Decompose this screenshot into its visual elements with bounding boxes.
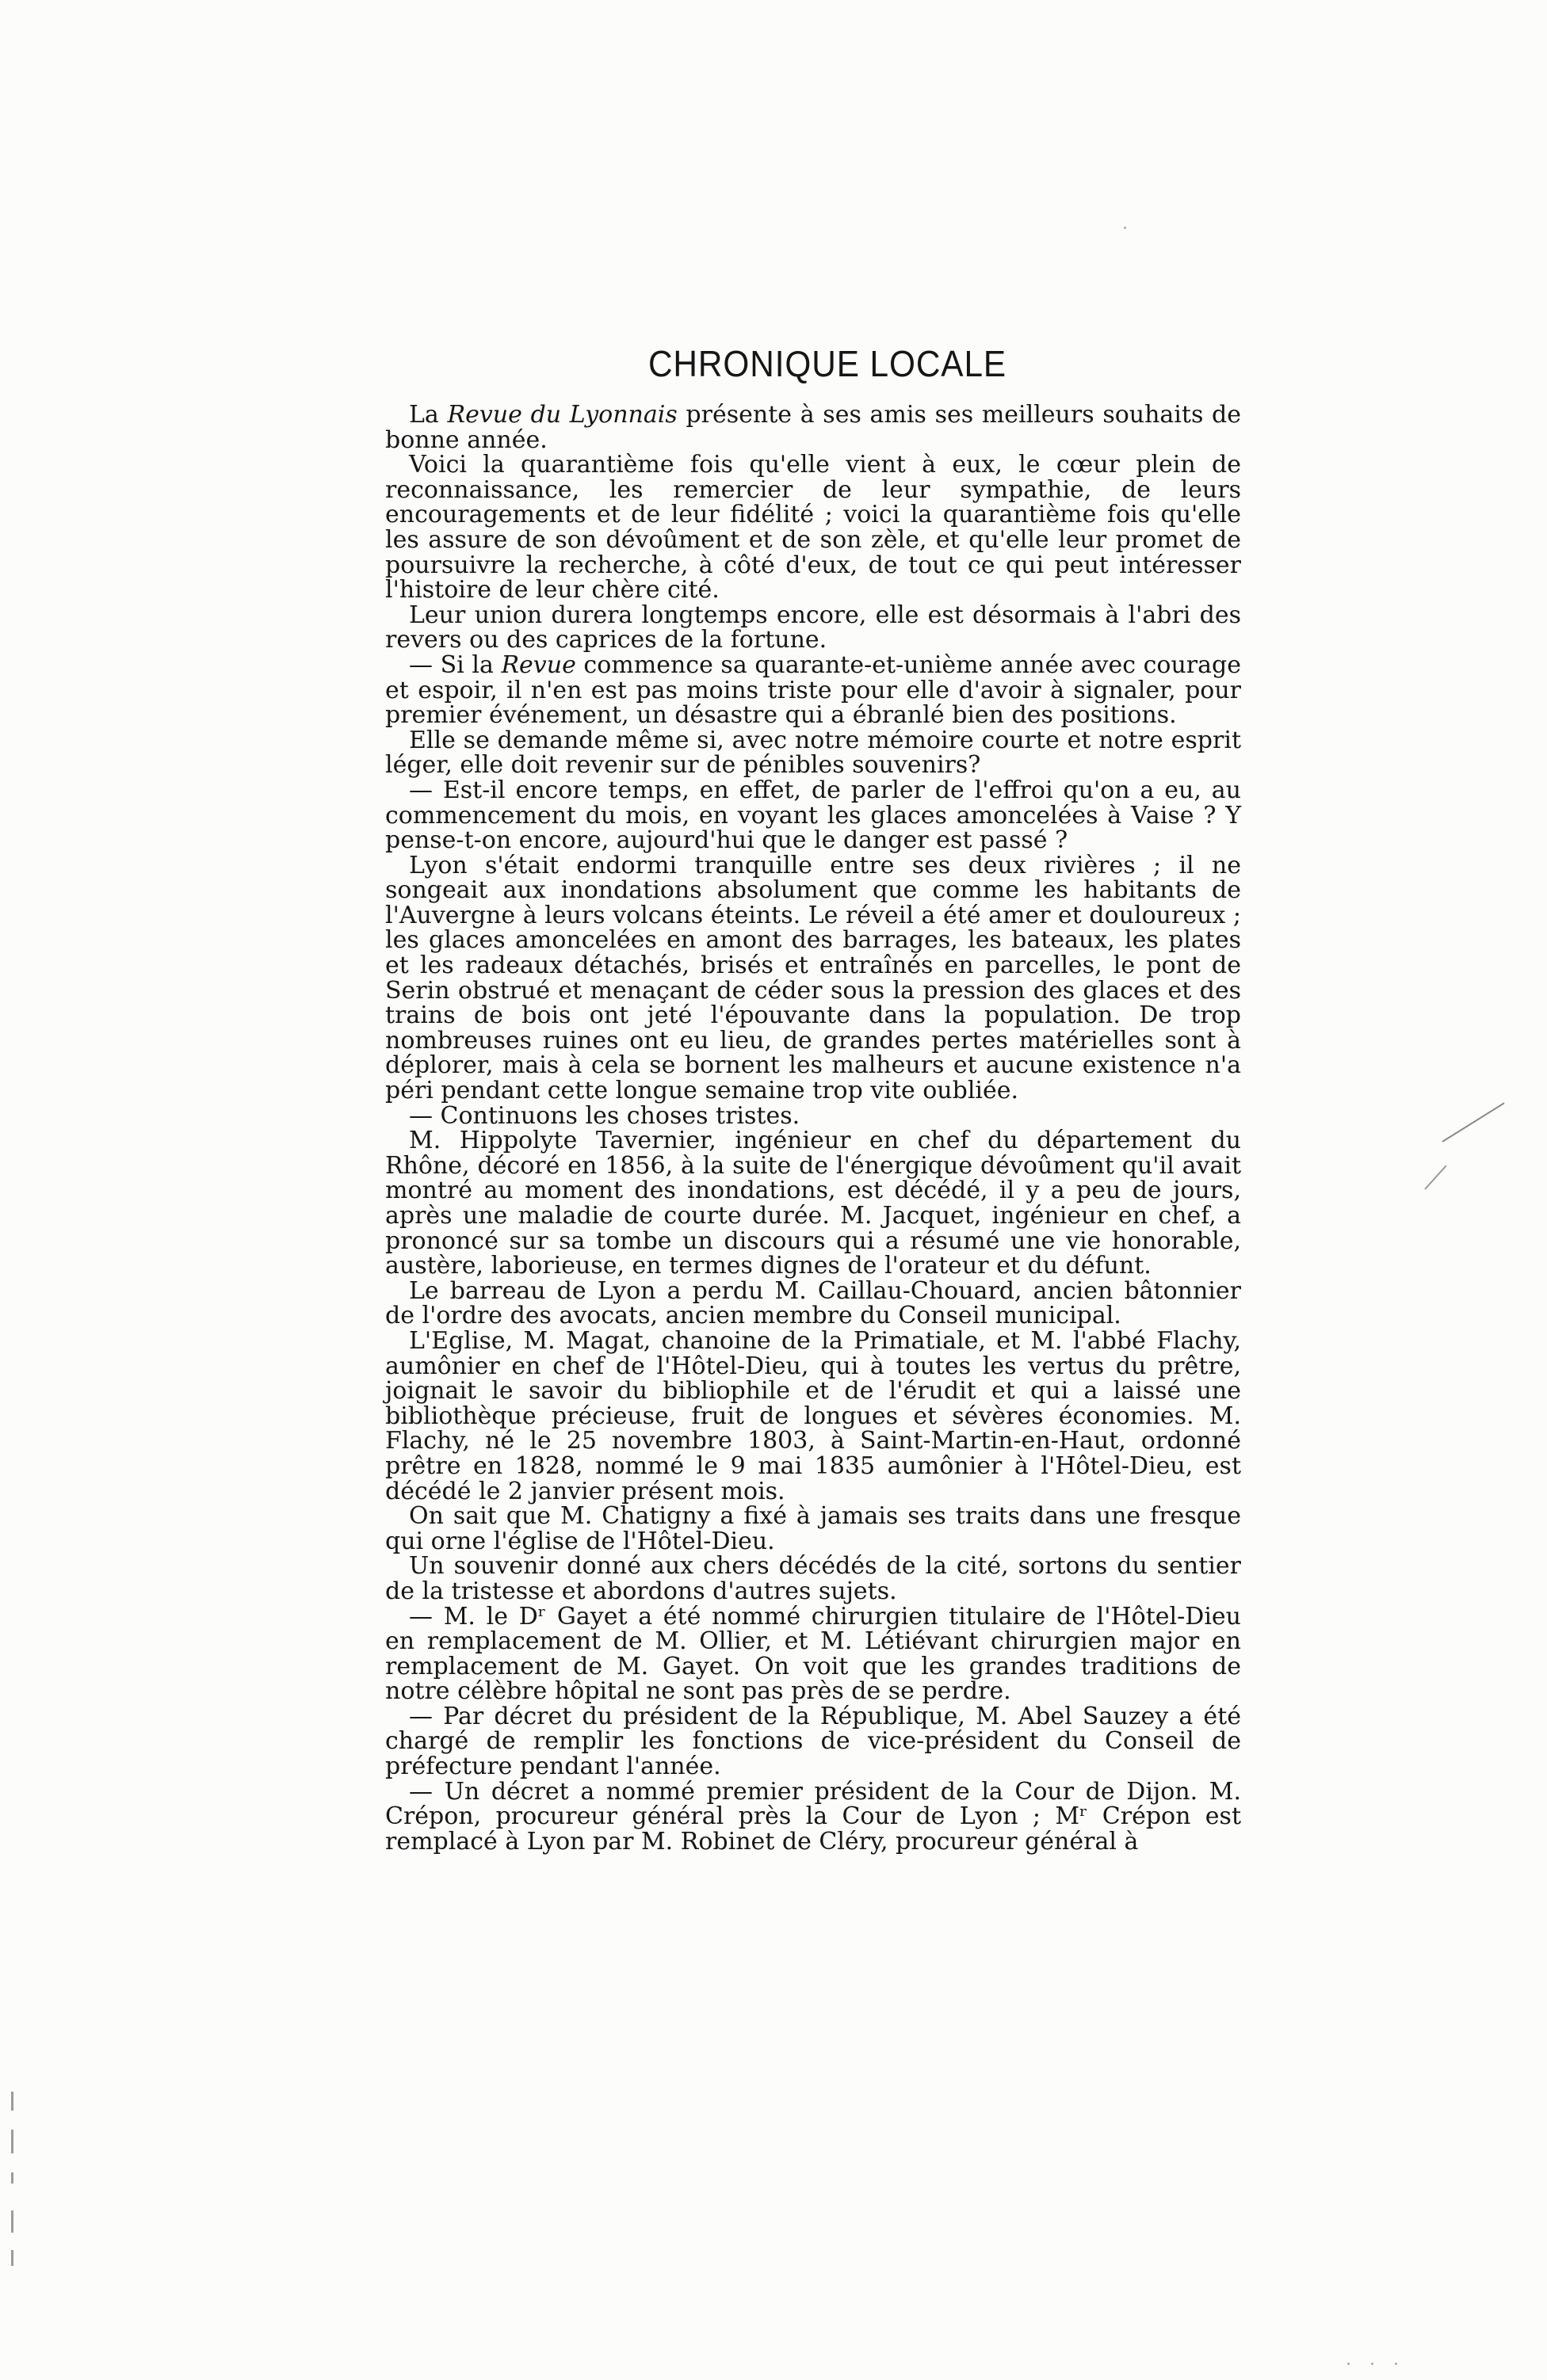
text-segment: commence sa quarante-et-unième année avec courage et espoir, il n'en est pas moins triste pour elle d'avoir à signaler, pour premier événement, un désastre qui a ébranlé bien des positions. [385, 650, 1241, 730]
margin-pencil-mark [1442, 1102, 1504, 1142]
binding-edge-mark [11, 2172, 13, 2184]
paragraph-sauzey: — Par décret du président de la République, M. Abel Sauzey a été chargé de remplir les fonctions de vice-président du Conseil de préfecture pendant l'année. [385, 1702, 1241, 1781]
paragraph-barreau: Le barreau de Lyon a perdu M. Caillau-Chouard, ancien bâtonnier de l'ordre des avocats, ancien membre du Conseil municipal. [385, 1276, 1241, 1330]
binding-edge-mark [11, 2210, 13, 2233]
journal-name-italic: Revue du Lyonnais [447, 401, 678, 429]
paragraph-union: Leur union durera longtemps encore, elle est désormais à l'abri des revers ou des caprices de la fortune. [385, 601, 1241, 654]
paragraph-tavernier: M. Hippolyte Tavernier, ingénieur en chef du département du Rhône, décoré en 1856, à la suite de l'énergique dévoûment qu'il avait montré au moment des inondations, est décédé, il y a peu de jours, après une maladie de courte durée. M. Jacquet, ingénieur en chef, a prononcé sur sa tombe un discours qui a résumé une vie honorable, austère, laborieuse, en termes dignes de l'orateur et du défunt. [385, 1127, 1241, 1280]
paragraph-floods: Lyon s'était endormi tranquille entre ses deux rivières ; il ne songeait aux inondations absolument que comme les habitants de l'Auvergne à leurs volcans éteints. Le réveil a été amer et douloureux ; les glaces amoncelées en amont des barrages, les bateaux, les plates et les radeaux détachés, brisés et entraînés en parcelles, le pont de Serin obstrué et menaçant de céder sous la pression des glaces et des trains de bois ont jeté l'épouvante dans la population. De trop nombreuses ruines ont eu lieu, de grandes pertes matérielles sont à déplorer, mais à cela se bornent les malheurs et aucune existence n'a péri pendant cette longue semaine trop vite oubliée. [385, 851, 1241, 1105]
text-segment: La [409, 401, 448, 429]
paragraph-eglise: L'Eglise, M. Magat, chanoine de la Primatiale, et M. l'abbé Flachy, aumônier en chef de l'Hôtel-Dieu, qui à toutes les vertus du prêtre, joignait le savoir du bibliophile et de l'érudit et qui a laissé une bibliothèque précieuse, fruit de longues et sévères économies. M. Flachy, né le 25 novembre 1803, à Saint-Martin-en-Haut, ordonné prêtre en 1828, nommé le 9 mai 1835 aumônier à l'Hôtel-Dieu, est décédé le 2 janvier présent mois. [385, 1326, 1241, 1505]
paragraph-new-year [385, 650, 1241, 730]
paragraph-souvenir: Un souvenir donné aux chers décédés de la cité, sortons du sentier de la tristesse et abordons d'autres sujets. [385, 1552, 1241, 1605]
journal-name-italic: Revue [501, 650, 576, 679]
binding-edge-mark [11, 2092, 13, 2111]
scan-speck [1124, 227, 1126, 229]
text-segment: — Si la [409, 650, 502, 679]
paragraph-chatigny: On sait que M. Chatigny a fixé à jamais ses traits dans une fresque qui orne l'église de l'Hôtel-Dieu. [385, 1502, 1241, 1555]
binding-edge-mark [11, 2250, 13, 2266]
scan-speck [1347, 2363, 1350, 2365]
paragraph-sad-things: — Continuons les choses tristes. [409, 1101, 800, 1130]
margin-pencil-mark [1424, 1165, 1446, 1190]
chronicle-body [385, 402, 1241, 1854]
binding-edge-mark [11, 2130, 13, 2153]
page-title: CHRONIQUE LOCALE [647, 343, 1007, 384]
paragraph-dijon: — Un décret a nommé premier président de la Cour de Dijon. M. Crépon, procureur général près la Cour de Lyon ; Mʳ Crépon est remplacé à Lyon par M. Robinet de Cléry, procureur général à [385, 1777, 1241, 1856]
chronicle-column [385, 342, 1241, 1854]
paragraph-fortieth-year: Voici la quarantième fois qu'elle vient à eux, le cœur plein de reconnaissance, les remercier de leur sympathie, de leurs encouragements et de leur fidélité ; voici la quarantième fois qu'elle les assure de son dévoûment et de son zèle, et qu'elle leur promet de poursuivre la recherche, à côté d'eux, de tout ce qui peut intéresser l'histoire de leur chère cité. [385, 451, 1241, 605]
paragraph-ice-vaise: — Est-il encore temps, en effet, de parler de l'effroi qu'on a eu, au commencement du mois, en voyant les glaces amoncelées à Vaise ? Y pense-t-on encore, aujourd'hui que le danger est passé ? [385, 776, 1241, 855]
text-segment: présente à ses amis ses meilleurs souhaits de bonne année. [385, 401, 1242, 454]
paragraph-greeting [385, 402, 1241, 452]
scan-speck [1395, 2363, 1397, 2365]
paragraph-memory: Elle se demande même si, avec notre mémoire courte et notre esprit léger, elle doit revenir sur de pénibles souvenirs? [385, 726, 1241, 780]
paragraph-gayet: — M. le Dʳ Gayet a été nommé chirurgien titulaire de l'Hôtel-Dieu en remplacement de M. Ollier, et M. Létiévant chirurgien major en remplacement de M. Gayet. On voit que les grandes traditions de notre célèbre hôpital ne sont pas près de se perdre. [385, 1602, 1241, 1706]
scan-speck [1371, 2363, 1373, 2365]
